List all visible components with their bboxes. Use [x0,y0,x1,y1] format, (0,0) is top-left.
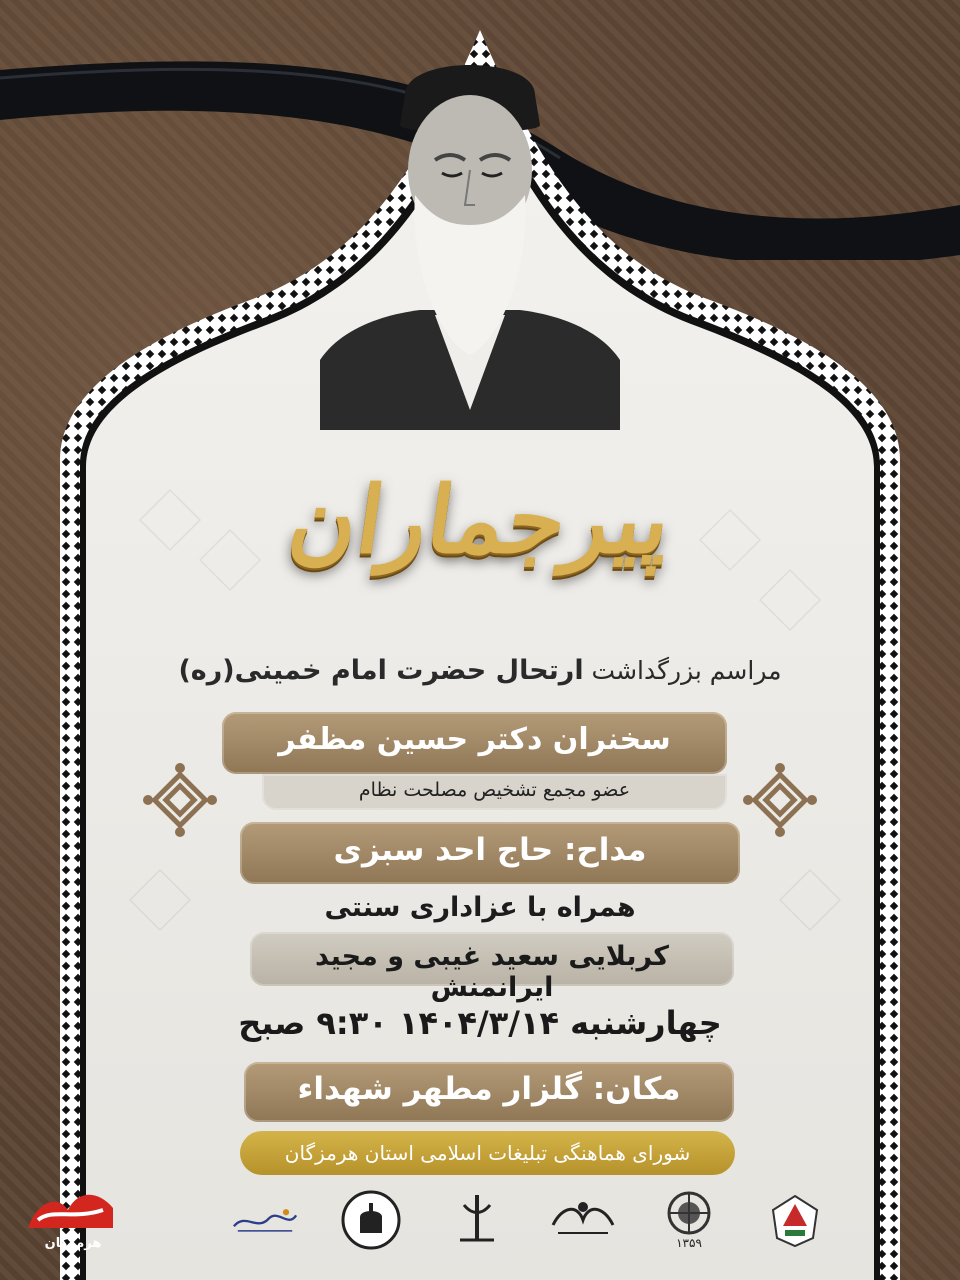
event-title: پیرجماران [282,466,678,574]
portrait-illustration [320,30,620,430]
mourning-line-2: کربلایی سعید غیبی و مجید ایرانمنش [315,941,669,1003]
ceremony-subtitle [160,655,800,686]
basij-emblem-icon [760,1189,830,1251]
subtitle-prefix: مراسم بزرگداشت [583,656,782,685]
speaker-name: سخنران دکتر حسین مظفر [278,722,671,757]
speaker-role: عضو مجمع تشخیص مصلحت نظام [358,779,631,801]
subtitle-emphasis: ارتحال حضرت امام خمینی(ره) [178,655,584,686]
shahid-logo-icon [548,1189,618,1251]
islamic-propaganda-emblem-icon [654,1189,724,1251]
calligraphy-logo-icon [230,1189,300,1251]
event-datetime: چهارشنبه ۱۴۰۴/۳/۱۴ ۹:۳۰ صبح [238,1004,722,1042]
venue-text: مکان: گلزار مطهر شهداء [297,1071,681,1107]
watermark [18,1180,128,1270]
title-block [240,420,720,620]
organizer-text: شورای هماهنگی تبلیغات اسلامی استان هرمزگان [284,1141,691,1165]
watermark-logo-icon [18,1180,128,1240]
sponsor-logos [230,1180,830,1260]
emblem-year: ۱۳۵۹ [676,1236,702,1250]
organizer-bar [240,1131,735,1175]
mosque-emblem-icon [336,1189,406,1251]
watermark-caption: هرمزگان [44,1236,102,1251]
knot-ornament-right-icon [740,760,820,840]
eulogist-name: مداح: حاج احد سبزی [333,832,647,868]
mourning-line-1: همراه با عزاداری سنتی [324,892,636,923]
sepah-emblem-icon [442,1189,512,1251]
knot-ornament-left-icon [140,760,220,840]
